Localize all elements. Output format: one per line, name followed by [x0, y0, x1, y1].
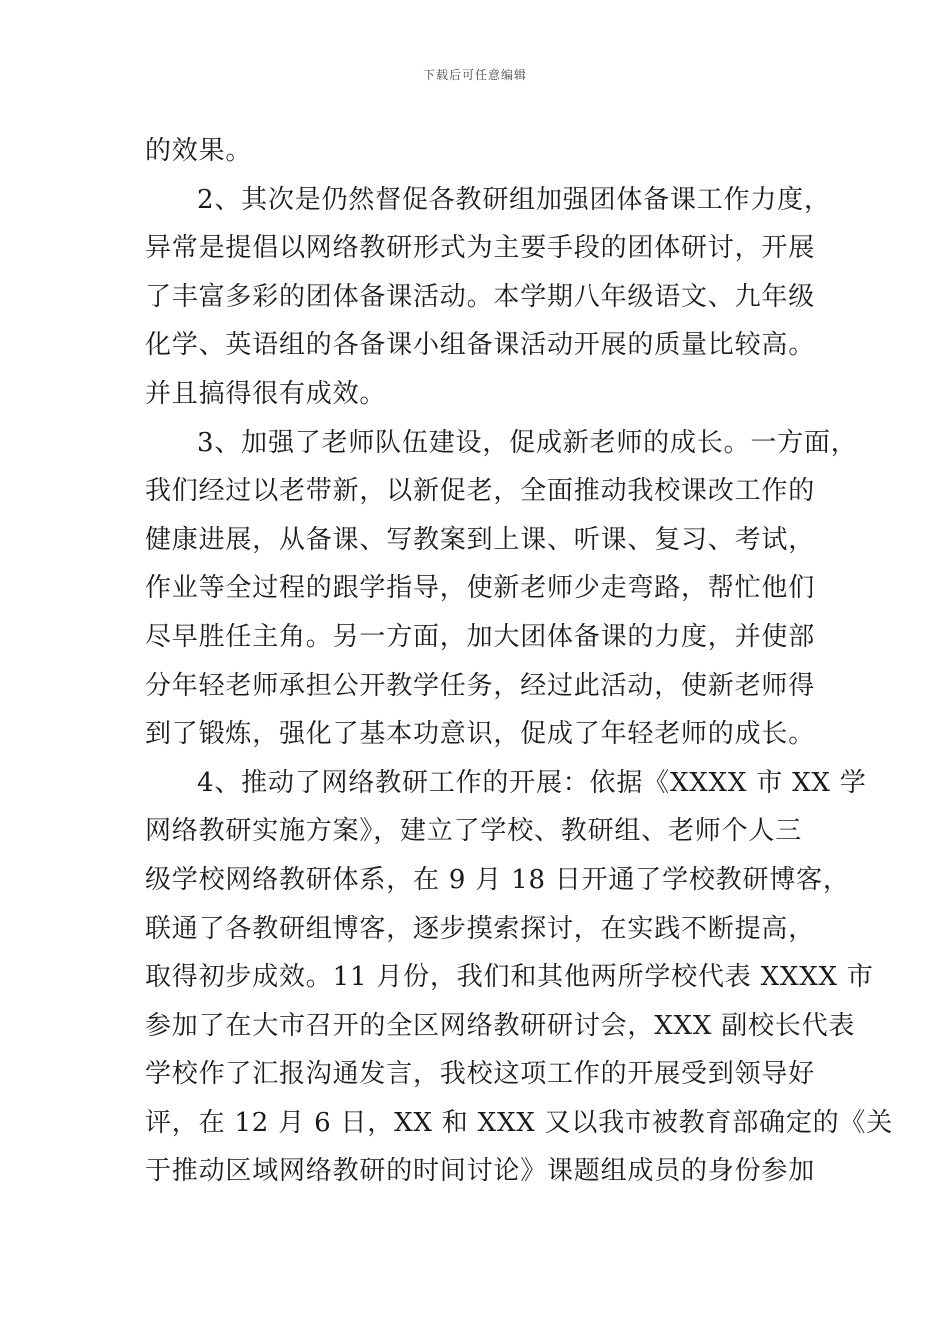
body-line: 并且搞得很有成效。	[145, 378, 387, 409]
body-line: 了丰富多彩的团体备课活动。本学期八年级语文、九年级	[145, 281, 816, 312]
body-line: 我们经过以老带新，以新促老，全面推动我校课改工作的	[145, 476, 816, 507]
document-body	[145, 127, 894, 1196]
body-line: 参加了在大市召开的全区网络教研研讨会，XXX 副校长代表	[145, 1010, 856, 1041]
body-line: 尽早胜任主角。另一方面，加大团体备课的力度，并使部	[145, 621, 816, 652]
body-line: 评，在 12 月 6 日，XX 和 XXX 又以我市被教育部确定的《关	[145, 1107, 894, 1138]
body-line: 于推动区域网络教研的时间讨论》课题组成员的身份参加	[145, 1156, 816, 1187]
body-line: 学校作了汇报沟通发言，我校这项工作的开展受到领导好	[145, 1059, 816, 1090]
body-line: 的效果。	[145, 136, 253, 166]
body-line: 联通了各教研组博客，逐步摸索探讨，在实践不断提高，	[145, 913, 816, 944]
body-line: 网络教研实施方案》，建立了学校、教研组、老师个人三	[145, 816, 803, 847]
paragraph-4-start: 4、推动了网络教研工作的开展：依据《XXXX 市 XX 学	[197, 767, 867, 798]
paragraph-3-start: 3、加强了老师队伍建设，促成新老师的成长。一方面，	[197, 427, 858, 458]
body-line: 到了锻炼，强化了基本功意识，促成了年轻老师的成长。	[145, 719, 816, 750]
page-header: 下载后可任意编辑	[422, 68, 527, 82]
paragraph-2-start: 2、其次是仍然督促各教研组加强团体备课工作力度，	[197, 184, 831, 215]
body-line: 作业等全过程的跟学指导，使新老师少走弯路，帮忙他们	[145, 573, 816, 604]
body-line: 化学、英语组的各备课小组备课活动开展的质量比较高。	[145, 330, 816, 361]
body-line: 级学校网络教研体系，在 9 月 18 日开通了学校教研博客，	[145, 864, 850, 895]
body-line: 异常是提倡以网络教研形式为主要手段的团体研讨，开展	[145, 233, 816, 264]
body-line: 取得初步成效。11 月份，我们和其他两所学校代表 XXXX 市	[145, 962, 874, 993]
body-line: 分年轻老师承担公开教学任务，经过此活动，使新老师得	[145, 670, 816, 701]
body-line: 健康进展，从备课、写教案到上课、听课、复习、考试，	[145, 524, 816, 555]
